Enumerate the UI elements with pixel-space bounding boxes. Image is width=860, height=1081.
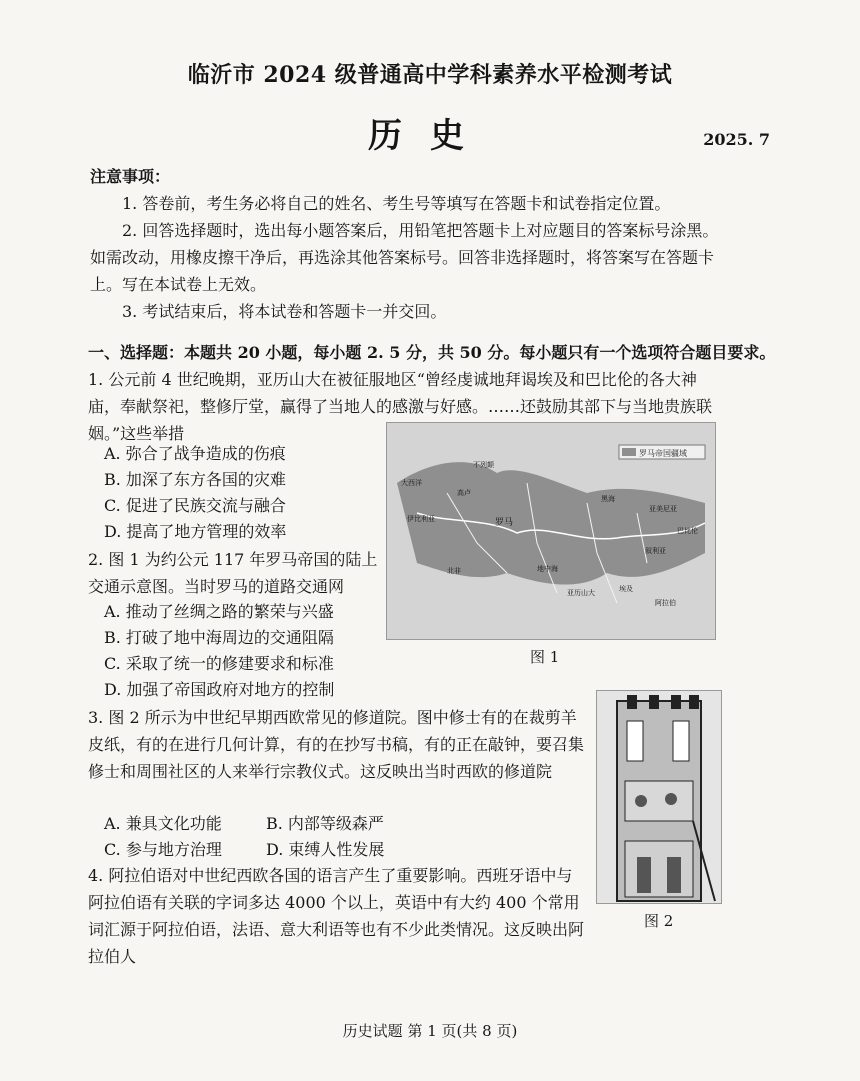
map-label: 高卢 [457, 489, 471, 497]
option-b: B. 内部等级森严 [266, 814, 384, 833]
map-legend: 罗马帝国疆域 [639, 449, 687, 458]
map-label: 巴比伦 [677, 527, 698, 535]
option-a: A. 兼具文化功能 [104, 814, 222, 833]
notes-heading: 注意事项： [90, 167, 171, 186]
map-label: 罗马 [495, 518, 514, 528]
map-label: 黑海 [601, 495, 615, 503]
exam-date: 2025. 7 [703, 130, 770, 149]
option-c: C. 参与地方治理 [104, 840, 222, 859]
exam-title: 临沂市 2024 级普通高中学科素养水平检测考试 [187, 62, 673, 88]
figure-2-caption: 图 2 [644, 912, 674, 930]
option-c: C. 采取了统一的修建要求和标准 [104, 654, 334, 673]
roman-road-map [386, 422, 716, 640]
option-d: D. 提高了地方管理的效率 [104, 522, 287, 541]
option-b: B. 加深了东方各国的灾难 [104, 470, 286, 489]
page-footer: 历史试题 第 1 页(共 8 页) [342, 1022, 518, 1040]
option-d: D. 加强了帝国政府对地方的控制 [104, 680, 335, 699]
figure-1-caption: 图 1 [530, 648, 560, 666]
map-label: 叙利亚 [645, 547, 666, 555]
map-label: 伊比利亚 [407, 515, 435, 523]
note-item: 3. 考试结束后，将本试卷和答题卡一并交回。 [122, 302, 447, 321]
map-label: 亚美尼亚 [649, 505, 677, 513]
question-stem: 1. 公元前 4 世纪晚期，亚历山大在被征服地区“曾经虔诚地拜谒埃及和巴比伦的各大神庙，奉献祭祀，整修厅堂，赢得了当地人的感激与好感。……还鼓励其部下与当地贵族联姻。”这些举措 [88, 370, 713, 443]
option-c: C. 促进了民族交流与融合 [104, 496, 286, 515]
map-label: 不列颠 [473, 461, 494, 469]
map-label: 阿拉伯 [655, 599, 676, 607]
map-label: 地中海 [537, 565, 558, 573]
question-stem: 3. 图 2 所示为中世纪早期西欧常见的修道院。图中修士有的在裁剪羊皮纸，有的在进行几何计算，有的在抄写书稿，有的正在敲钟，要召集修士和周围社区的人来举行宗教仪式。这反映出当时西欧的修道院 [88, 708, 585, 781]
note-item: 2. 回答选择题时，选出每小题答案后，用铅笔把答题卡上对应题目的答案标号涂黑。如需改动，用橡皮擦干净后，再选涂其他答案标号。回答非选择题时，将答案写在答题卡上。写在本试卷上无效。 [90, 221, 719, 294]
option-a: A. 推动了丝绸之路的繁荣与兴盛 [104, 602, 334, 621]
question-stem: 2. 图 1 为约公元 117 年罗马帝国的陆上交通示意图。当时罗马的道路交通网 [88, 550, 378, 596]
monastery-illustration [596, 690, 722, 904]
map-label: 北非 [447, 567, 461, 575]
note-item: 1. 答卷前，考生务必将自己的姓名、考生号等填写在答题卡和试卷指定位置。 [122, 194, 671, 213]
monastery-graphic [597, 691, 721, 903]
map-graphic [387, 423, 715, 639]
section-heading: 一、选择题：本题共 20 小题，每小题 2. 5 分，共 50 分。每小题只有一个选项符合题目要求。 [88, 343, 776, 362]
map-label: 埃及 [619, 585, 633, 593]
subject-title: 历史 [368, 116, 492, 156]
option-a: A. 弥合了战争造成的伤痕 [104, 444, 286, 463]
question-stem: 4. 阿拉伯语对中世纪西欧各国的语言产生了重要影响。西班牙语中与阿拉伯语有关联的字词多达 4000 个以上，英语中有大约 400 个常用词汇源于阿拉伯语，法语、意大利语等也有不少此类情况。这反映出阿拉伯人 [88, 866, 585, 966]
option-b: B. 打破了地中海周边的交通阻隔 [104, 628, 334, 647]
map-label: 大西洋 [401, 479, 422, 487]
option-d: D. 束缚人性发展 [266, 840, 385, 859]
map-label: 亚历山大 [567, 589, 595, 597]
